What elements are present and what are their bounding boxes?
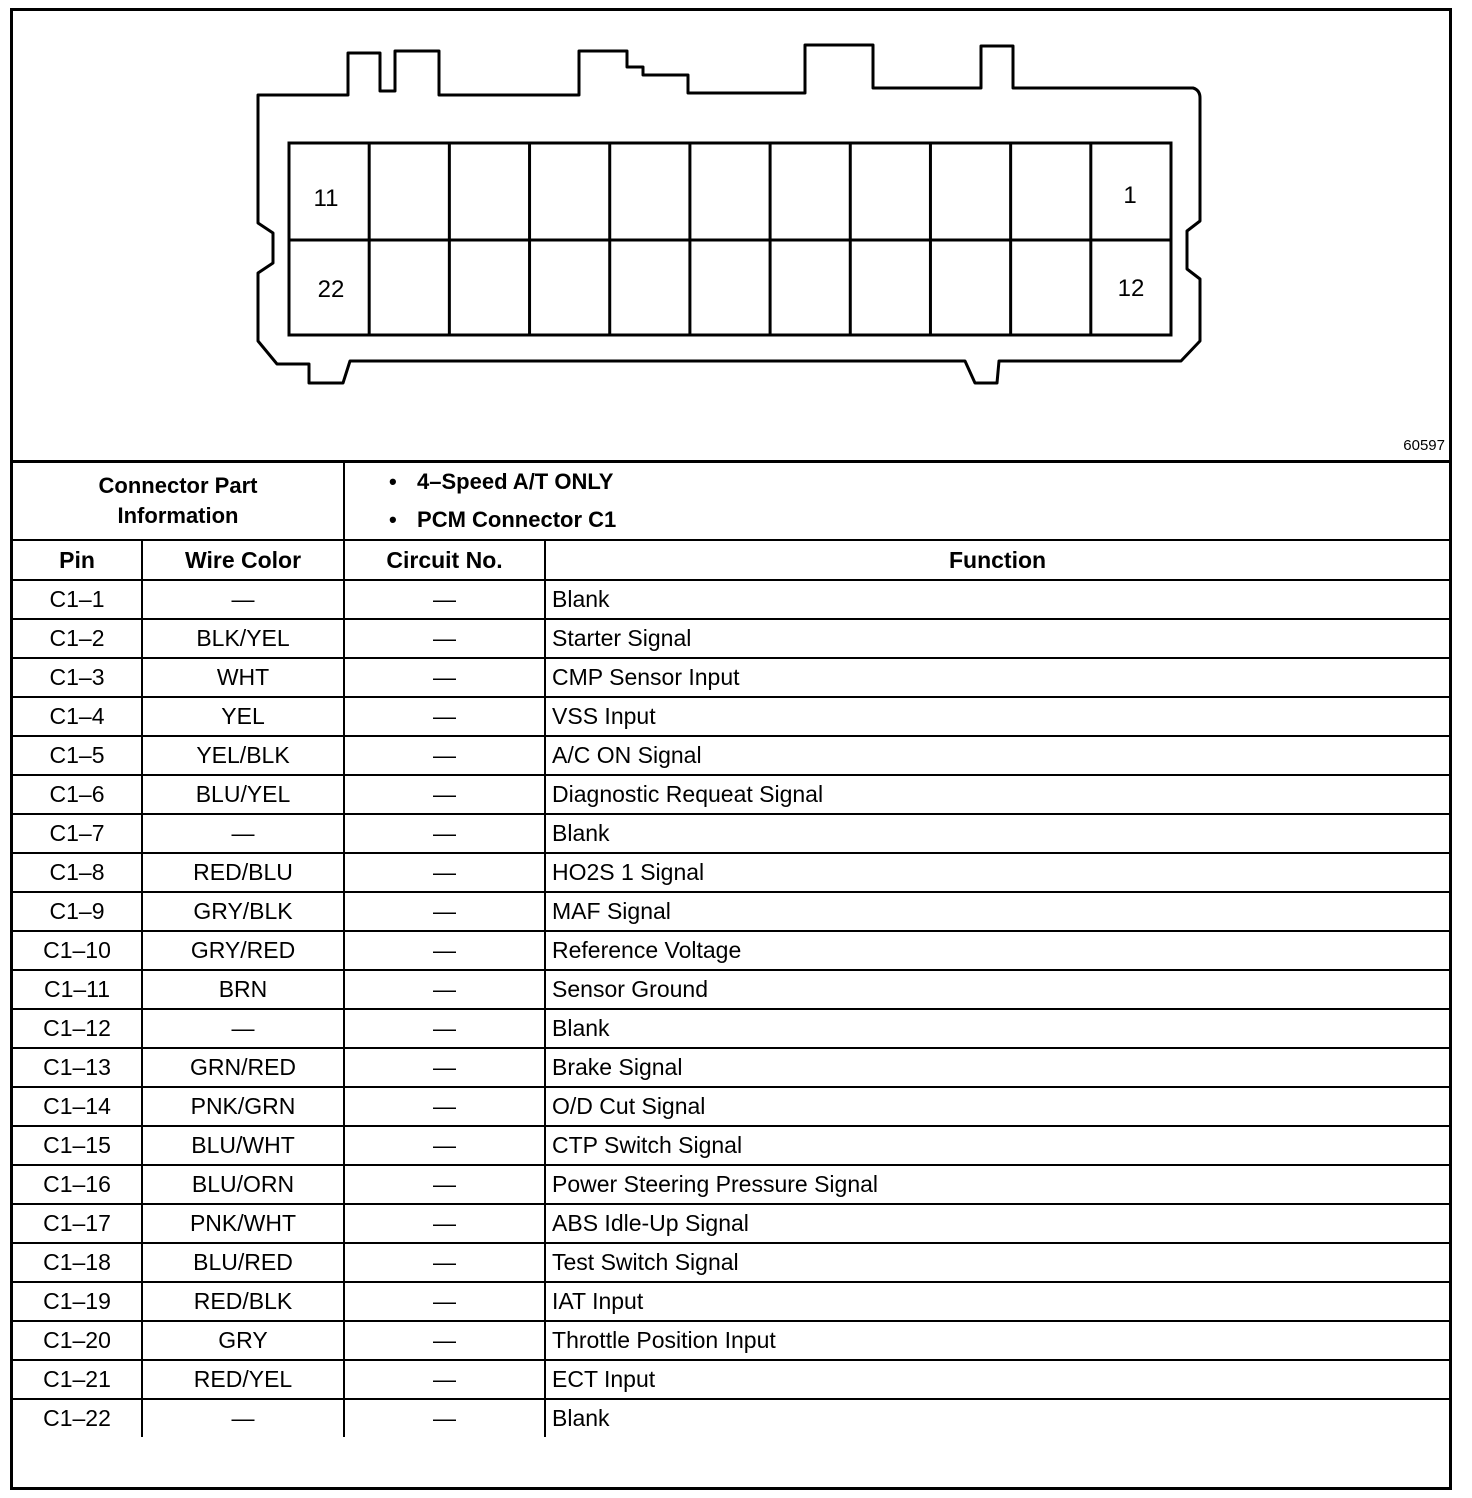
table-row — [13, 1360, 1449, 1399]
table-row — [13, 1204, 1449, 1243]
wire-color-cell: BLK/YEL — [142, 619, 344, 658]
table-row — [13, 580, 1449, 619]
connector-info-row — [13, 463, 1449, 540]
wire-color-cell: BRN — [142, 970, 344, 1009]
table-row — [13, 853, 1449, 892]
pin-cell: C1–3 — [13, 658, 142, 697]
wire-color-cell: — — [142, 580, 344, 619]
function-cell: Blank — [545, 814, 1449, 853]
pin-cell: C1–22 — [13, 1399, 142, 1437]
pin-label-11: 11 — [313, 185, 339, 212]
wire-color-cell: GRY — [142, 1321, 344, 1360]
function-cell: Power Steering Pressure Signal — [545, 1165, 1449, 1204]
circuit-cell: — — [344, 736, 545, 775]
wire-color-cell: — — [142, 1399, 344, 1437]
table-row — [13, 697, 1449, 736]
table-row — [13, 619, 1449, 658]
header-row — [13, 540, 1449, 580]
connector-sheet — [10, 8, 1452, 1490]
wire-color-cell: BLU/ORN — [142, 1165, 344, 1204]
pin-cell: C1–7 — [13, 814, 142, 853]
function-cell: IAT Input — [545, 1282, 1449, 1321]
pin-cell: C1–1 — [13, 580, 142, 619]
table-row — [13, 1399, 1449, 1437]
circuit-cell: — — [344, 1009, 545, 1048]
circuit-cell: — — [344, 970, 545, 1009]
function-cell: O/D Cut Signal — [545, 1087, 1449, 1126]
pin-cell: C1–9 — [13, 892, 142, 931]
wire-color-cell: BLU/YEL — [142, 775, 344, 814]
circuit-cell: — — [344, 853, 545, 892]
wire-color-cell: RED/BLK — [142, 1282, 344, 1321]
connector-housing-outline — [258, 45, 1200, 383]
wire-color-cell: GRY/BLK — [142, 892, 344, 931]
pin-cell: C1–5 — [13, 736, 142, 775]
table-row — [13, 1009, 1449, 1048]
bullet-item: • 4–Speed A/T ONLY — [389, 469, 614, 494]
pin-cell: C1–16 — [13, 1165, 142, 1204]
function-cell: CMP Sensor Input — [545, 658, 1449, 697]
table-row — [13, 931, 1449, 970]
header-wire-color: Wire Color — [142, 540, 344, 580]
wire-color-cell: — — [142, 1009, 344, 1048]
function-cell: ABS Idle-Up Signal — [545, 1204, 1449, 1243]
table-row — [13, 658, 1449, 697]
wire-color-cell: PNK/GRN — [142, 1087, 344, 1126]
connector-diagram — [13, 11, 1449, 463]
header-function: Function — [545, 540, 1449, 580]
table-row — [13, 736, 1449, 775]
pin-cell: C1–14 — [13, 1087, 142, 1126]
table-row — [13, 892, 1449, 931]
circuit-cell: — — [344, 619, 545, 658]
wire-color-cell: WHT — [142, 658, 344, 697]
pin-label-12: 12 — [1117, 275, 1145, 302]
function-cell: CTP Switch Signal — [545, 1126, 1449, 1165]
circuit-cell: — — [344, 814, 545, 853]
pin-cell: C1–8 — [13, 853, 142, 892]
table-row — [13, 970, 1449, 1009]
pin-table — [13, 463, 1449, 1437]
table-row — [13, 1087, 1449, 1126]
circuit-cell: — — [344, 1399, 545, 1437]
pin-label-1: 1 — [1123, 182, 1137, 209]
function-cell: ECT Input — [545, 1360, 1449, 1399]
pin-label-22: 22 — [317, 276, 345, 303]
table-row — [13, 775, 1449, 814]
wire-color-cell: BLU/RED — [142, 1243, 344, 1282]
header-circuit-no: Circuit No. — [344, 540, 545, 580]
pin-cell: C1–10 — [13, 931, 142, 970]
table-row — [13, 1126, 1449, 1165]
table-row — [13, 1165, 1449, 1204]
wire-color-cell: GRN/RED — [142, 1048, 344, 1087]
pin-cell: C1–13 — [13, 1048, 142, 1087]
table-row — [13, 814, 1449, 853]
wire-color-cell: YEL/BLK — [142, 736, 344, 775]
wire-color-cell: YEL — [142, 697, 344, 736]
table-row — [13, 1321, 1449, 1360]
circuit-cell: — — [344, 1087, 545, 1126]
info-label-line1: Connector Part — [98, 473, 258, 498]
circuit-cell: — — [344, 697, 545, 736]
pin-cell: C1–2 — [13, 619, 142, 658]
table-row — [13, 1282, 1449, 1321]
function-cell: Starter Signal — [545, 619, 1449, 658]
pin-cell: C1–15 — [13, 1126, 142, 1165]
circuit-cell: — — [344, 1321, 545, 1360]
wire-color-cell: — — [142, 814, 344, 853]
wire-color-cell: BLU/WHT — [142, 1126, 344, 1165]
header-pin: Pin — [13, 540, 142, 580]
function-cell: Diagnostic Requeat Signal — [545, 775, 1449, 814]
pin-cell: C1–18 — [13, 1243, 142, 1282]
table-row — [13, 1243, 1449, 1282]
circuit-cell: — — [344, 1204, 545, 1243]
function-cell: Brake Signal — [545, 1048, 1449, 1087]
circuit-cell: — — [344, 1360, 545, 1399]
bullet-text: PCM Connector C1 — [417, 507, 617, 532]
function-cell: Reference Voltage — [545, 931, 1449, 970]
circuit-cell: — — [344, 1165, 545, 1204]
figure-id: 60597 — [1403, 437, 1445, 454]
function-cell: Sensor Ground — [545, 970, 1449, 1009]
pin-cell: C1–11 — [13, 970, 142, 1009]
function-cell: Blank — [545, 580, 1449, 619]
connector-part-info-label — [13, 463, 344, 540]
connector-bullets — [344, 463, 1449, 540]
circuit-cell: — — [344, 1243, 545, 1282]
function-cell: Test Switch Signal — [545, 1243, 1449, 1282]
table-row — [13, 1048, 1449, 1087]
wire-color-cell: GRY/RED — [142, 931, 344, 970]
pin-cell: C1–12 — [13, 1009, 142, 1048]
pin-cell: C1–19 — [13, 1282, 142, 1321]
bullet-text: 4–Speed A/T ONLY — [417, 469, 614, 494]
pin-cell: C1–20 — [13, 1321, 142, 1360]
function-cell: Throttle Position Input — [545, 1321, 1449, 1360]
function-cell: MAF Signal — [545, 892, 1449, 931]
function-cell: VSS Input — [545, 697, 1449, 736]
function-cell: A/C ON Signal — [545, 736, 1449, 775]
pin-cell: C1–4 — [13, 697, 142, 736]
circuit-cell: — — [344, 1126, 545, 1165]
connector-drawing — [13, 11, 1449, 460]
function-cell: Blank — [545, 1399, 1449, 1437]
circuit-cell: — — [344, 775, 545, 814]
wire-color-cell: RED/YEL — [142, 1360, 344, 1399]
wire-color-cell: RED/BLU — [142, 853, 344, 892]
circuit-cell: — — [344, 931, 545, 970]
info-label-line2: Information — [117, 503, 239, 528]
circuit-cell: — — [344, 892, 545, 931]
pin-cell: C1–6 — [13, 775, 142, 814]
wire-color-cell: PNK/WHT — [142, 1204, 344, 1243]
function-cell: HO2S 1 Signal — [545, 853, 1449, 892]
function-cell: Blank — [545, 1009, 1449, 1048]
bullet-item: • PCM Connector C1 — [389, 507, 617, 532]
circuit-cell: — — [344, 1048, 545, 1087]
pin-cell: C1–17 — [13, 1204, 142, 1243]
pin-cell: C1–21 — [13, 1360, 142, 1399]
circuit-cell: — — [344, 1282, 545, 1321]
circuit-cell: — — [344, 658, 545, 697]
circuit-cell: — — [344, 580, 545, 619]
